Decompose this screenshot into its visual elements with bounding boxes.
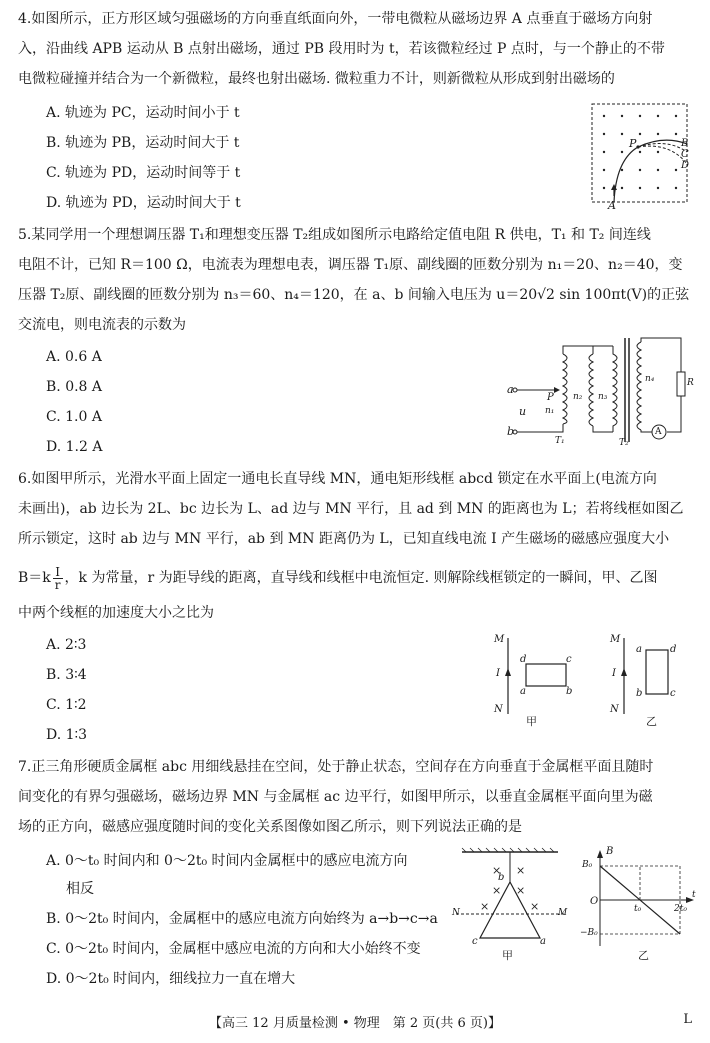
q6-jia-label-d: d bbox=[520, 654, 527, 665]
q5-stem-line4: 交流电，则电流表的示数为 bbox=[18, 317, 186, 333]
q5-stem-line3: 压器 T₂原、副线圈的匝数分别为 n₃＝60、n₄＝120，在 a、b 间输入电压为 u＝20√2 sin 100πt(V)的正弦 bbox=[18, 287, 690, 303]
q5-label-T2: T₂ bbox=[619, 438, 629, 448]
q4-stem-line1: 4.如图所示，正方形区域匀强磁场的方向垂直纸面向外，一带电微粒从磁场边界 A 点垂直于磁场方向射 bbox=[18, 11, 653, 27]
q6-jia-caption: 甲 bbox=[526, 715, 537, 728]
q6-stem-line4 bbox=[18, 563, 658, 593]
q7-jia-label-a: a bbox=[540, 936, 546, 947]
q7-option-a-cont: 相反 bbox=[66, 881, 94, 897]
q7-jia-label-N: N bbox=[452, 908, 460, 918]
q5-label-b: b bbox=[507, 425, 515, 438]
q4-label-P: P bbox=[629, 137, 637, 150]
q7-yi-caption: 乙 bbox=[638, 949, 649, 962]
q6-jia-label-c: c bbox=[566, 654, 572, 665]
q6-formula-numerator: I bbox=[53, 566, 63, 579]
q6-option-a: A. 2∶3 bbox=[46, 637, 87, 653]
q4-option-c: C. 轨迹为 PD，运动时间等于 t bbox=[46, 165, 241, 181]
q6-yi-label-c: c bbox=[670, 688, 676, 699]
q6-formula-fraction bbox=[53, 566, 63, 591]
q6-jia-label-N: N bbox=[494, 704, 503, 715]
q5-label-n2: n₂ bbox=[573, 392, 583, 402]
q6-formula-denominator: r bbox=[54, 577, 61, 592]
q5-option-c: C. 1.0 A bbox=[46, 409, 102, 425]
q5-label-a: a bbox=[507, 383, 514, 396]
q6-option-d: D. 1∶3 bbox=[46, 727, 88, 743]
q6-figure-jia bbox=[486, 632, 586, 732]
q7-yi-label-B: B bbox=[606, 846, 614, 857]
svg-text:×: × bbox=[516, 864, 526, 877]
q5-label-n4: n₄ bbox=[645, 374, 655, 384]
q7-figure-yi-graph bbox=[580, 846, 700, 964]
q6-jia-label-I: I bbox=[496, 668, 500, 679]
q6-stem-line2: 未画出)，ab 边长为 2L、bc 边长为 L、ad 边与 MN 平行，且 ad 到 MN 的距离也为 L；若将线框如图乙 bbox=[18, 501, 684, 517]
q6-yi-label-I: I bbox=[612, 668, 616, 679]
q7-option-a: A. 0～t₀ 时间内和 0～2t₀ 时间内金属框中的感应电流方向 bbox=[46, 853, 408, 869]
q6-figure-yi bbox=[608, 632, 698, 732]
q6-yi-label-b: b bbox=[636, 688, 643, 699]
q5-label-T1: T₁ bbox=[555, 436, 565, 446]
svg-text:×: × bbox=[480, 900, 490, 913]
q6-formula-lhs: B＝k bbox=[18, 570, 51, 586]
svg-text:×: × bbox=[492, 864, 502, 877]
q6-option-b: B. 3∶4 bbox=[46, 667, 87, 683]
q6-stem-line4-rest: ，k 为常量，r 为距导线的距离，直导线和线框中电流恒定. 则解除线框锁定的一瞬间，甲、乙图 bbox=[64, 570, 658, 586]
q7-figure-jia bbox=[452, 846, 568, 964]
q7-jia-label-b: b bbox=[498, 872, 505, 883]
page-footer: 【高三 12 月质量检测 • 物理 第 2 页(共 6 页)】 bbox=[209, 1016, 501, 1031]
q6-yi-label-M: M bbox=[610, 634, 621, 645]
q5-label-R: R bbox=[687, 378, 694, 388]
q6-stem-line5: 中两个线框的加速度大小之比为 bbox=[18, 605, 214, 621]
q7-jia-label-M: M bbox=[558, 908, 568, 918]
q5-ammeter-label: A bbox=[655, 427, 662, 437]
q4-label-D: D bbox=[681, 160, 690, 171]
q6-yi-caption: 乙 bbox=[646, 715, 657, 728]
q5-stem-line2: 电阻不计，已知 R＝100 Ω，电流表为理想电表，调压器 T₁原、副线圈的匝数分别为 n₁＝20、n₂＝40，变 bbox=[18, 257, 683, 273]
q6-yi-label-d: d bbox=[670, 644, 677, 655]
q7-option-b: B. 0～2t₀ 时间内，金属框中的感应电流方向始终为 a→b→c→a bbox=[46, 911, 438, 927]
q5-label-u: u bbox=[519, 405, 527, 418]
q7-stem-line2: 间变化的有界匀强磁场，磁场边界 MN 与金属框 ac 边平行，如图甲所示，以垂直金属框平面向里为磁 bbox=[18, 789, 653, 805]
q4-magnetic-field-figure bbox=[582, 100, 692, 218]
q5-label-n3: n₃ bbox=[598, 392, 608, 402]
q5-label-P: P bbox=[547, 392, 554, 403]
q7-stem-line3: 场的正方向，磁感应强度随时间的变化关系图像如图乙所示，则下列说法正确的是 bbox=[18, 819, 522, 835]
q7-option-c: C. 0～2t₀ 时间内，金属框中感应电流的方向和大小始终不变 bbox=[46, 941, 421, 957]
q6-option-c: C. 1∶2 bbox=[46, 697, 87, 713]
q7-yi-label-B0: B₀ bbox=[582, 860, 593, 870]
page-corner-mark: L bbox=[683, 1012, 692, 1027]
q4-label-A: A bbox=[608, 199, 616, 212]
q5-option-d: D. 1.2 A bbox=[46, 439, 103, 455]
q7-yi-label-negB0: −B₀ bbox=[580, 928, 598, 938]
q7-yi-label-t: t bbox=[692, 890, 696, 900]
q5-circuit-figure bbox=[505, 334, 695, 450]
svg-text:×: × bbox=[492, 884, 502, 897]
q5-option-a: A. 0.6 A bbox=[46, 349, 102, 365]
q5-label-n1: n₁ bbox=[545, 406, 555, 416]
q4-stem-line3: 电微粒碰撞并结合为一个新微粒，最终也射出磁场. 微粒重力不计，则新微粒从形成到射出磁场的 bbox=[18, 71, 615, 87]
q6-jia-label-b: b bbox=[566, 686, 573, 697]
q7-option-d: D. 0～2t₀ 时间内，细线拉力一直在增大 bbox=[46, 971, 296, 987]
q4-option-b: B. 轨迹为 PB，运动时间大于 t bbox=[46, 135, 240, 151]
q7-yi-label-2t0: 2t₀ bbox=[674, 904, 687, 914]
q6-stem-line3: 所示锁定，这时 ab 边与 MN 平行，ab 到 MN 距离仍为 L，已知直线电流 I 产生磁场的磁感应强度大小 bbox=[18, 531, 670, 547]
q6-stem-line1: 6.如图甲所示，光滑水平面上固定一通电长直导线 MN，通电矩形线框 abcd 锁定在水平面上(电流方向 bbox=[18, 471, 657, 487]
q7-yi-label-t0: t₀ bbox=[634, 904, 642, 914]
q4-stem-line2: 入，沿曲线 APB 运动从 B 点射出磁场，通过 PB 段用时为 t，若该微粒经过 P 点时，与一个静止的不带 bbox=[18, 41, 665, 57]
field-dots bbox=[603, 115, 677, 189]
svg-text:×: × bbox=[516, 884, 526, 897]
q6-yi-label-N: N bbox=[610, 704, 619, 715]
q7-jia-label-c: c bbox=[472, 936, 478, 947]
q6-jia-label-a: a bbox=[520, 686, 526, 697]
q6-jia-label-M: M bbox=[494, 634, 505, 645]
q4-label-C: C bbox=[681, 149, 689, 160]
q7-jia-caption: 甲 bbox=[502, 949, 513, 962]
q4-label-B: B bbox=[681, 138, 689, 149]
svg-text:×: × bbox=[530, 900, 540, 913]
q7-stem-line1: 7.正三角形硬质金属框 abc 用细线悬挂在空间，处于静止状态，空间存在方向垂直于金属框平面且随时 bbox=[18, 759, 654, 775]
q4-option-a: A. 轨迹为 PC，运动时间小于 t bbox=[46, 105, 240, 121]
q6-yi-label-a: a bbox=[636, 644, 642, 655]
q5-stem-line1: 5.某同学用一个理想调压器 T₁和理想变压器 T₂组成如图所示电路给定值电阻 R 供电，T₁ 和 T₂ 间连线 bbox=[18, 227, 651, 243]
q7-yi-label-O: O bbox=[590, 896, 599, 907]
q4-option-d: D. 轨迹为 PD，运动时间大于 t bbox=[46, 195, 241, 211]
q5-option-b: B. 0.8 A bbox=[46, 379, 103, 395]
